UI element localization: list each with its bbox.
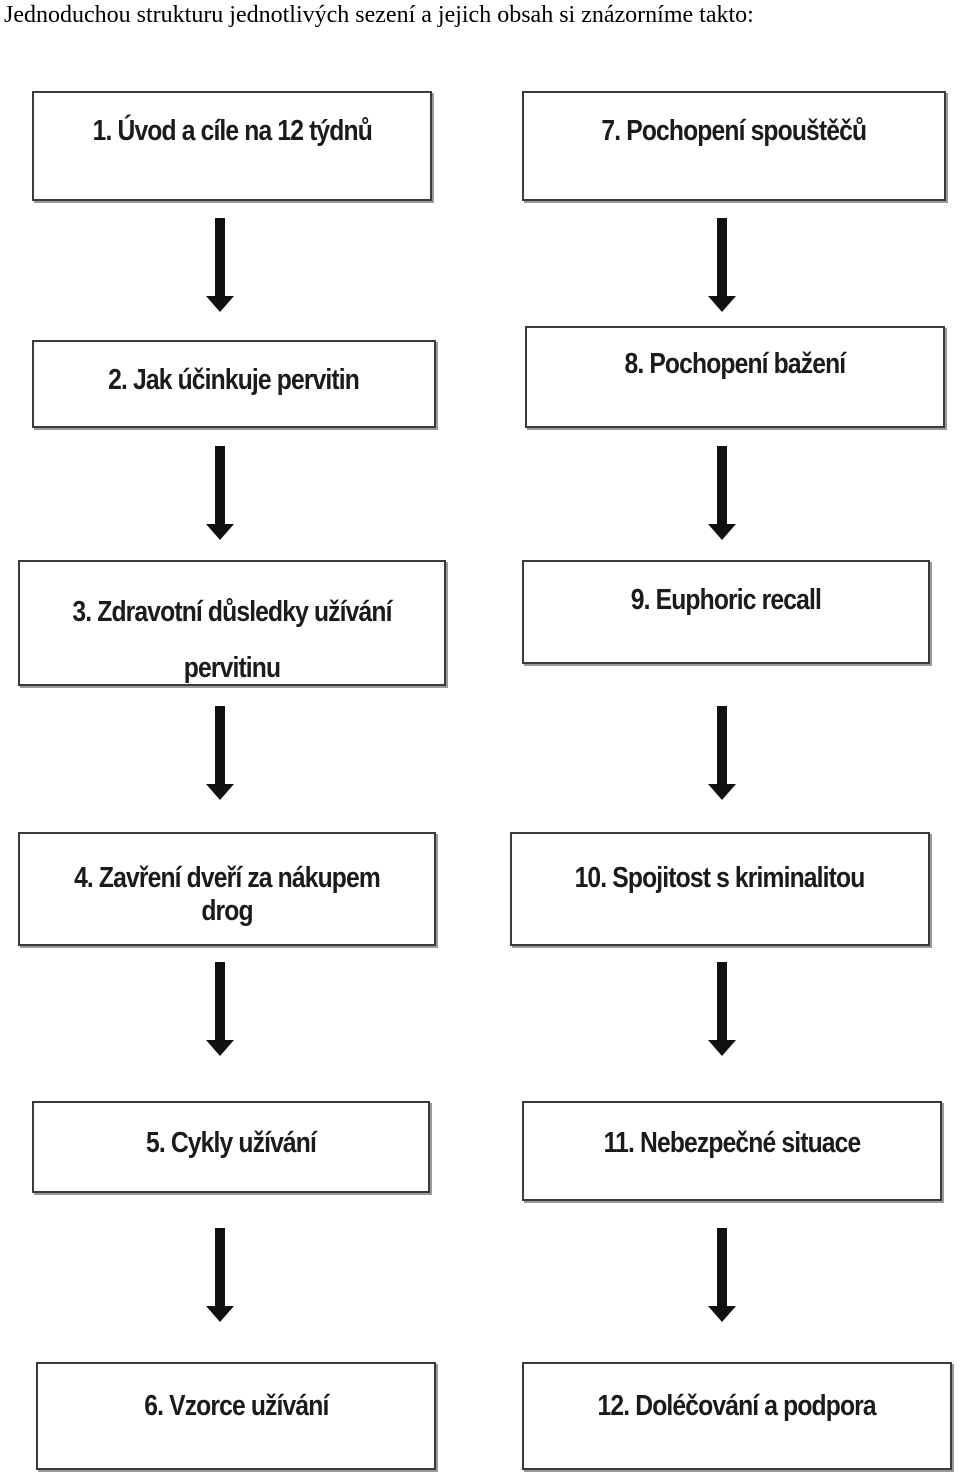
- session-label-12: 12. Doléčování a podpora: [597, 1390, 877, 1422]
- session-box-10: [510, 832, 930, 946]
- session-label-11: 11. Nebezpečné situace: [603, 1127, 861, 1159]
- arrow-7-to-8: [702, 218, 742, 312]
- arrow-8-to-9: [702, 446, 742, 540]
- intro-text: Jednoduchou strukturu jednotlivých sezení a jejich obsah si znázorníme takto:: [4, 2, 754, 28]
- arrow-11-to-12: [702, 1228, 742, 1322]
- session-label-2: 2. Jak účinkuje pervitin: [108, 364, 360, 396]
- session-box-6: [36, 1362, 436, 1470]
- arrow-2-to-3: [200, 446, 240, 540]
- session-box-12: [522, 1362, 952, 1470]
- arrow-3-to-4: [200, 706, 240, 800]
- session-box-2: [32, 340, 436, 428]
- session-label-5: 5. Cykly užívání: [146, 1127, 316, 1159]
- session-label-9: 9. Euphoric recall: [630, 584, 822, 616]
- arrow-10-to-11: [702, 962, 742, 1056]
- session-label-6: 6. Vzorce užívání: [143, 1390, 329, 1422]
- session-label-7: 7. Pochopení spouštěčů: [601, 115, 867, 147]
- arrow-5-to-6: [200, 1228, 240, 1322]
- session-label-10: 10. Spojitost s kriminalitou: [575, 862, 865, 894]
- session-box-3: [18, 560, 446, 686]
- session-label-4: 4. Zavření dveří za nákupem drog: [74, 862, 380, 927]
- session-box-7: [522, 91, 946, 201]
- session-box-5: [32, 1101, 430, 1193]
- session-box-9: [522, 560, 930, 664]
- arrow-1-to-2: [200, 218, 240, 312]
- session-label-1: 1. Úvod a cíle na 12 týdnů: [92, 115, 372, 147]
- session-box-1: [32, 91, 432, 201]
- session-box-8: [525, 326, 945, 428]
- session-label-8: 8. Pochopení bažení: [624, 348, 846, 380]
- session-label-3: 3. Zdravotní důsledky užívání pervitinu: [72, 596, 392, 684]
- arrow-9-to-10: [702, 706, 742, 800]
- session-box-11: [522, 1101, 942, 1201]
- arrow-4-to-5: [200, 962, 240, 1056]
- session-box-4: [18, 832, 436, 946]
